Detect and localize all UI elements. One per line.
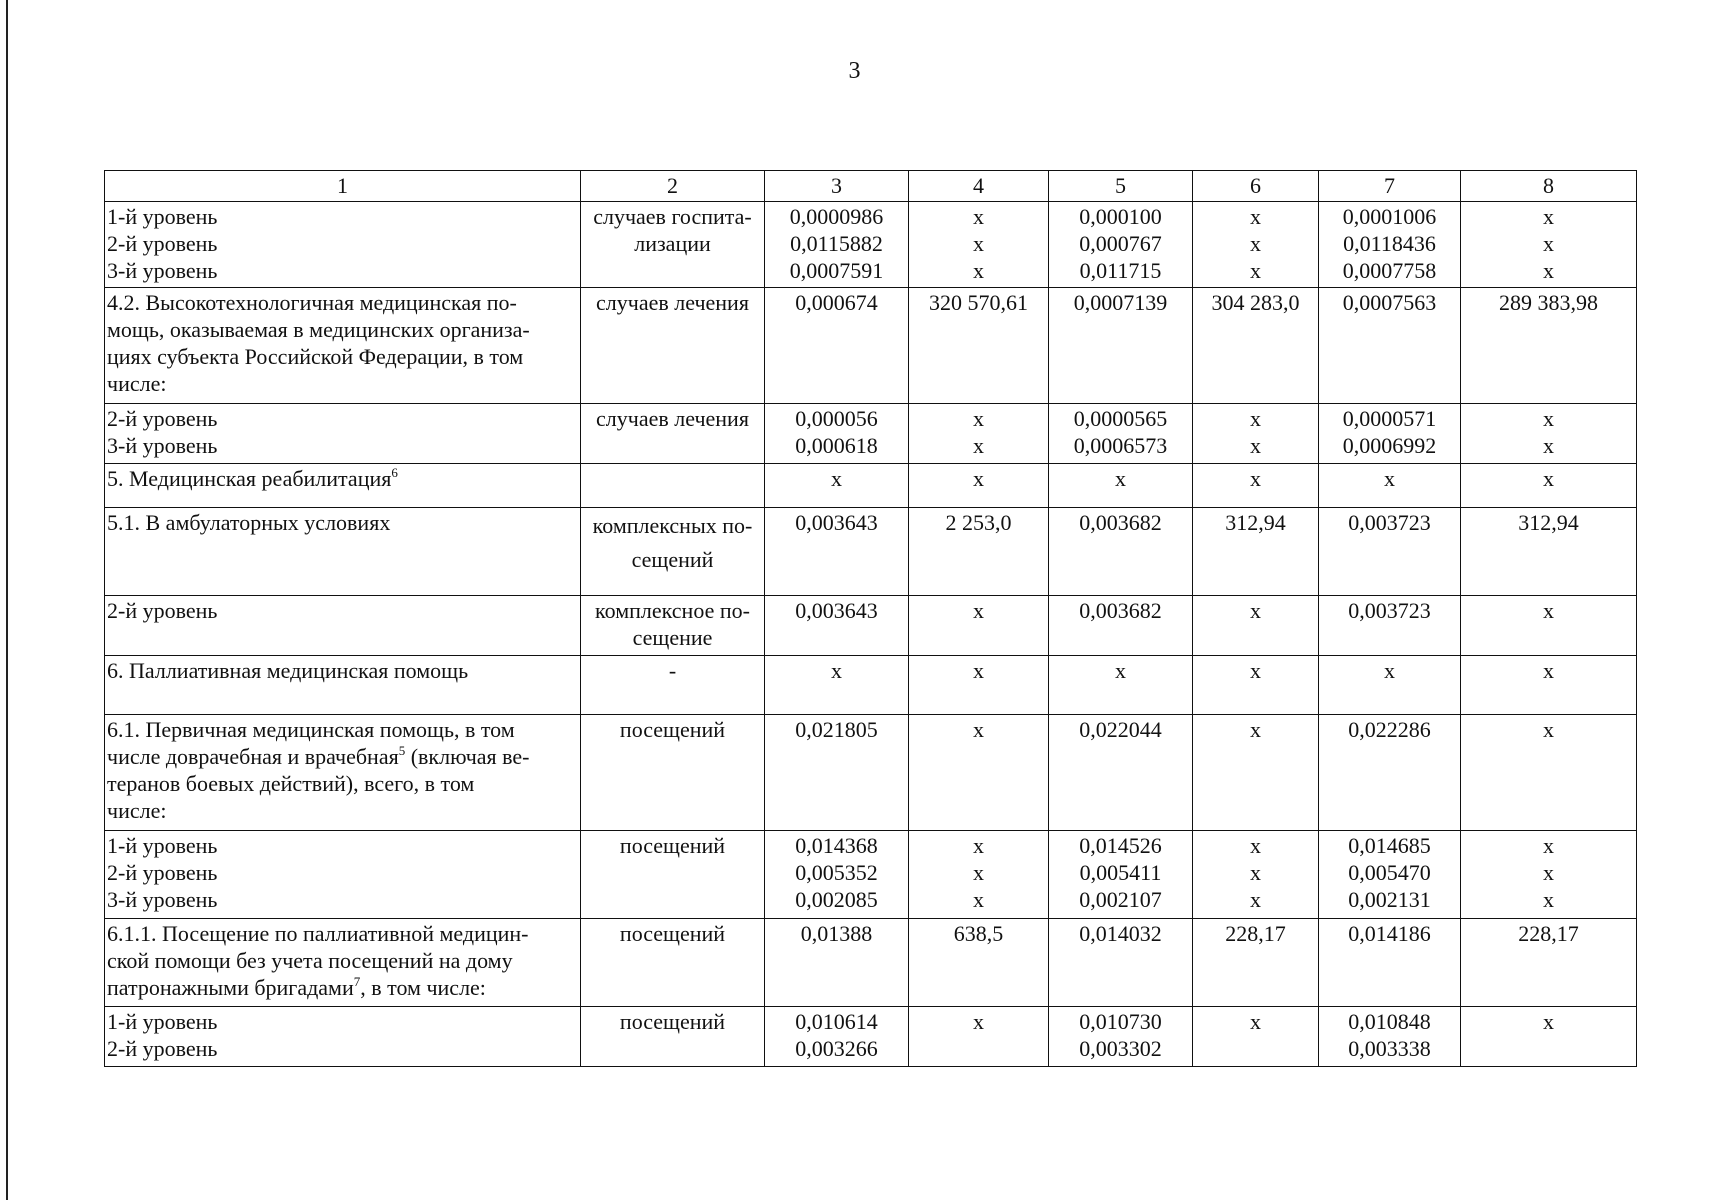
table-row <box>105 288 1637 404</box>
row-name-line: 3-й уровень <box>107 887 218 912</box>
column-header: 4 <box>909 171 1049 202</box>
cell-value: 0,0118436 <box>1343 231 1436 256</box>
row-name-line: 4.2. Высокотехнологичная медицинская по- <box>107 290 517 315</box>
cell-col8: x <box>1461 464 1637 508</box>
column-header: 8 <box>1461 171 1637 202</box>
column-header: 2 <box>581 171 765 202</box>
page-left-edge <box>6 0 8 1200</box>
cell-col5 <box>1049 202 1193 288</box>
cell-value: 0,010848 <box>1348 1009 1431 1034</box>
row-name-line: 1-й уровень <box>107 1009 218 1034</box>
cell-col6: x <box>1193 596 1319 656</box>
unit-line: лизации <box>634 231 711 256</box>
table-row <box>105 656 1637 715</box>
column-header: 1 <box>105 171 581 202</box>
cell-col4 <box>909 831 1049 919</box>
row-name-line: 1-й уровень <box>107 204 218 229</box>
cell-col5 <box>1049 831 1193 919</box>
cell-value: 0,005470 <box>1348 860 1431 885</box>
unit-line: сещений <box>631 547 714 572</box>
cell-value: x <box>973 887 984 912</box>
cell-value: x <box>973 833 984 858</box>
row-unit <box>581 508 765 596</box>
table-row <box>105 202 1637 288</box>
cell-col7: x <box>1319 656 1461 715</box>
row-name-line: 2-й уровень <box>107 860 218 885</box>
row-name <box>105 1007 581 1067</box>
row-name-line: 2-й уровень <box>107 231 218 256</box>
cell-col7: 0,003723 <box>1319 508 1461 596</box>
cell-value: x <box>1250 258 1261 283</box>
row-name-line <box>107 974 577 1001</box>
cell-col3: 0,01388 <box>765 919 909 1007</box>
cell-col7: 0,014186 <box>1319 919 1461 1007</box>
cell-col8 <box>1461 404 1637 464</box>
cell-value: 0,0000565 <box>1073 406 1168 431</box>
cell-col6: x <box>1193 656 1319 715</box>
cell-col6: 228,17 <box>1193 919 1319 1007</box>
row-unit: посещений <box>581 919 765 1007</box>
cell-col8: x <box>1461 656 1637 715</box>
cell-col4: x <box>909 656 1049 715</box>
cell-col6 <box>1193 831 1319 919</box>
cell-col4: 638,5 <box>909 919 1049 1007</box>
cell-col6: x <box>1193 464 1319 508</box>
row-name-text: (включая ве- <box>405 744 530 769</box>
cell-col3 <box>765 404 909 464</box>
cell-col8: 289 383,98 <box>1461 288 1637 404</box>
cell-value: x <box>1250 887 1261 912</box>
cell-col7: x <box>1319 464 1461 508</box>
cell-value: x <box>973 860 984 885</box>
cell-value: 0,0007591 <box>789 258 884 283</box>
cell-col5 <box>1049 404 1193 464</box>
cell-value: x <box>973 231 984 256</box>
row-name <box>105 464 581 508</box>
row-name <box>105 288 581 404</box>
table-row <box>105 715 1637 831</box>
row-name-text: 5. Медицинская реабилитация <box>107 466 392 491</box>
row-name-line <box>107 743 577 770</box>
cell-col6 <box>1193 404 1319 464</box>
cell-col6: x <box>1193 1007 1319 1067</box>
footnote-mark: 6 <box>391 465 398 480</box>
row-name-line: 2-й уровень <box>107 406 218 431</box>
cell-col8: x <box>1461 596 1637 656</box>
cell-value: 0,000618 <box>795 433 878 458</box>
cell-col4 <box>909 404 1049 464</box>
unit-line: комплексное по- <box>595 598 750 623</box>
cell-col7: 0,022286 <box>1319 715 1461 831</box>
cell-value: 0,005411 <box>1079 860 1162 885</box>
cell-col7: 0,003723 <box>1319 596 1461 656</box>
cell-col7 <box>1319 202 1461 288</box>
row-name <box>105 715 581 831</box>
cell-value: 0,003266 <box>795 1036 878 1061</box>
cell-col6: 304 283,0 <box>1193 288 1319 404</box>
table-row <box>105 464 1637 508</box>
cell-col4: 2 253,0 <box>909 508 1049 596</box>
row-unit: посещений <box>581 1007 765 1067</box>
cell-col7 <box>1319 831 1461 919</box>
table-header-row <box>105 171 1637 202</box>
cell-col8: x <box>1461 715 1637 831</box>
unit-line: случаев госпита- <box>593 204 752 229</box>
cell-col7 <box>1319 1007 1461 1067</box>
cell-value: 0,003302 <box>1079 1036 1162 1061</box>
cell-col7 <box>1319 404 1461 464</box>
cell-value: x <box>1543 887 1554 912</box>
row-unit <box>581 404 765 464</box>
cell-value: 0,000767 <box>1079 231 1162 256</box>
cell-value: x <box>1543 833 1554 858</box>
row-name-line: 3-й уровень <box>107 433 218 458</box>
unit-line: случаев лечения <box>596 406 749 431</box>
cell-value: 0,002085 <box>795 887 878 912</box>
row-name-line: 6.1.1. Посещение по паллиативной медицин- <box>107 921 529 946</box>
cell-value: 0,014685 <box>1348 833 1431 858</box>
table-row <box>105 596 1637 656</box>
cell-value: x <box>1250 433 1261 458</box>
row-name-text: числе доврачебная и врачебная <box>107 744 399 769</box>
cell-col5: 0,022044 <box>1049 715 1193 831</box>
cell-value: 0,002131 <box>1348 887 1431 912</box>
row-name-line: ской помощи без учета посещений на дому <box>107 948 513 973</box>
cell-value: x <box>1543 258 1554 283</box>
cell-col3: 0,000674 <box>765 288 909 404</box>
page-number: 3 <box>848 58 861 84</box>
cell-value: x <box>1250 231 1261 256</box>
row-name-line: числе: <box>107 798 167 823</box>
cell-value: 0,014526 <box>1079 833 1162 858</box>
row-unit <box>581 288 765 404</box>
footnote-mark: 5 <box>398 743 406 758</box>
cell-value: 0,0001006 <box>1342 204 1437 229</box>
cell-value: 0,000100 <box>1079 204 1162 229</box>
footnote-mark: 7 <box>353 974 361 989</box>
row-unit: посещений <box>581 715 765 831</box>
row-name-line: 1-й уровень <box>107 833 218 858</box>
cell-col4: x <box>909 1007 1049 1067</box>
table-row <box>105 1007 1637 1067</box>
table-row <box>105 404 1637 464</box>
cell-value: 0,0000986 <box>789 204 884 229</box>
cell-value: 0,010730 <box>1079 1009 1162 1034</box>
cell-value: x <box>1543 204 1554 229</box>
table-row <box>105 831 1637 919</box>
row-name-text: патронажными бригадами <box>107 975 354 1000</box>
cell-value: x <box>1250 406 1261 431</box>
cell-value: 0,014368 <box>795 833 878 858</box>
row-name <box>105 202 581 288</box>
cell-col6: x <box>1193 715 1319 831</box>
cell-value: 0,0115882 <box>790 231 883 256</box>
column-header: 7 <box>1319 171 1461 202</box>
cell-col3: 0,003643 <box>765 596 909 656</box>
cell-col6 <box>1193 202 1319 288</box>
column-header: 5 <box>1049 171 1193 202</box>
row-name-line: теранов боевых действий), всего, в том <box>107 771 475 796</box>
cell-col5: 0,0007139 <box>1049 288 1193 404</box>
cell-value: x <box>973 406 984 431</box>
cell-value: x <box>1543 406 1554 431</box>
row-name: 2-й уровень <box>105 596 581 656</box>
cell-col8: 312,94 <box>1461 508 1637 596</box>
cell-col4: x <box>909 715 1049 831</box>
cell-value: x <box>1543 433 1554 458</box>
cell-col3: 0,021805 <box>765 715 909 831</box>
cell-value: 0,002107 <box>1079 887 1162 912</box>
cell-col5: x <box>1049 656 1193 715</box>
row-unit: - <box>581 656 765 715</box>
row-name <box>105 831 581 919</box>
unit-line: комплексных по- <box>592 513 753 538</box>
row-unit <box>581 596 765 656</box>
table-row <box>105 508 1637 596</box>
table-row <box>105 919 1637 1007</box>
cell-col3 <box>765 202 909 288</box>
cell-col4: x <box>909 596 1049 656</box>
cell-value: 0,0006573 <box>1073 433 1168 458</box>
cell-value: x <box>973 204 984 229</box>
row-name-line: 6.1. Первичная медицинская помощь, в том <box>107 717 515 742</box>
cell-value: x <box>1543 231 1554 256</box>
cell-col3 <box>765 1007 909 1067</box>
cell-col5: x <box>1049 464 1193 508</box>
row-unit <box>581 464 765 508</box>
row-name <box>105 919 581 1007</box>
row-unit: посещений <box>581 831 765 919</box>
cell-value: 0,003338 <box>1348 1036 1431 1061</box>
cell-value: x <box>1250 204 1261 229</box>
cell-col5 <box>1049 1007 1193 1067</box>
cell-col5: 0,003682 <box>1049 596 1193 656</box>
unit-line: случаев лечения <box>596 290 749 315</box>
cell-value: 0,0000571 <box>1342 406 1437 431</box>
cell-col5: 0,003682 <box>1049 508 1193 596</box>
cell-col3: 0,003643 <box>765 508 909 596</box>
cell-col3: x <box>765 656 909 715</box>
data-table <box>104 170 1637 1067</box>
cell-col7: 0,0007563 <box>1319 288 1461 404</box>
row-name-line: 3-й уровень <box>107 258 218 283</box>
row-name: 6. Паллиативная медицинская помощь <box>105 656 581 715</box>
row-unit <box>581 202 765 288</box>
cell-value: 0,010614 <box>795 1009 878 1034</box>
row-name: 5.1. В амбулаторных условиях <box>105 508 581 596</box>
column-header: 6 <box>1193 171 1319 202</box>
cell-value: x <box>1250 860 1261 885</box>
cell-value: 0,011715 <box>1079 258 1162 283</box>
cell-col3: x <box>765 464 909 508</box>
cell-col8: 228,17 <box>1461 919 1637 1007</box>
row-name <box>105 404 581 464</box>
row-name-line: мощь, оказываемая в медицинских организа- <box>107 317 530 342</box>
cell-col8: x <box>1461 1007 1637 1067</box>
unit-line: сещение <box>632 625 713 650</box>
cell-value: 0,0006992 <box>1342 433 1437 458</box>
cell-col8 <box>1461 202 1637 288</box>
row-name-line: циях субъекта Российской Федерации, в том <box>107 344 524 369</box>
cell-col6: 312,94 <box>1193 508 1319 596</box>
cell-value: 0,0007758 <box>1342 258 1437 283</box>
cell-value: x <box>1543 860 1554 885</box>
cell-col8 <box>1461 831 1637 919</box>
cell-value: 0,000056 <box>795 406 878 431</box>
cell-col5: 0,014032 <box>1049 919 1193 1007</box>
row-name-line: числе: <box>107 371 167 396</box>
row-name-text: , в том числе: <box>360 975 486 1000</box>
cell-col4 <box>909 202 1049 288</box>
row-name-line: 2-й уровень <box>107 1036 218 1061</box>
cell-value: 0,005352 <box>795 860 878 885</box>
column-header: 3 <box>765 171 909 202</box>
cell-value: x <box>1250 833 1261 858</box>
cell-col4: 320 570,61 <box>909 288 1049 404</box>
cell-col3 <box>765 831 909 919</box>
cell-value: x <box>973 433 984 458</box>
cell-col4: x <box>909 464 1049 508</box>
cell-value: x <box>973 258 984 283</box>
